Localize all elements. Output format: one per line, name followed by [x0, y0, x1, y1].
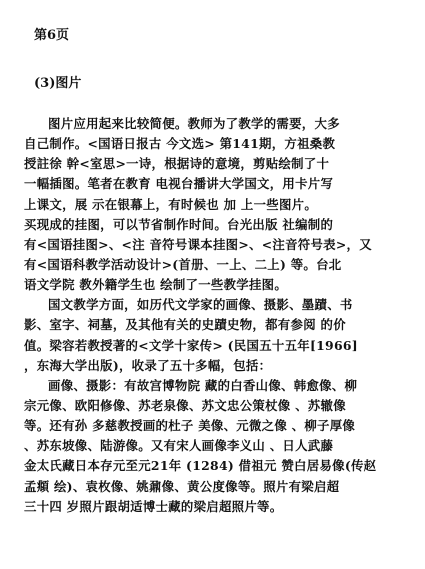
text-line: 有<国语科教学活动设计>(首册、一上、二上) 等。台北	[24, 256, 342, 272]
body-text	[24, 114, 406, 517]
section-heading: (3)图片	[34, 76, 82, 91]
text-line: 值。梁容若教授著的<文学十家传> (民国五十五年[1966]	[24, 337, 358, 353]
text-line: 宗元像、欧阳修像、苏老泉像、苏文忠公策杖像 、苏辙像	[24, 397, 346, 413]
text-line: 孟頫 绘)、袁枚像、姚鼐像、黄公度像等。照片有梁启超	[24, 478, 340, 494]
text-line: 买现成的挂图，可以节省制作时间。台光出版 社编制的	[24, 216, 334, 232]
text-line: 三十四 岁照片跟胡适博士藏的梁启超照片等。	[24, 498, 283, 514]
text-line: 有<国语挂图>、<注 音符号课本挂图>、<注音符号表>，又	[24, 236, 372, 252]
text-line: ，东海大学出版)，收录了五十多幅，包括：	[24, 357, 272, 373]
text-line: 画像、摄影：有故宫博物院 藏的白香山像、韩愈像、柳	[48, 377, 358, 393]
text-line: 影、室字、祠墓，及其他有关的史蹟史物，都有参阅 的价	[24, 317, 346, 333]
text-line: 语文学院 教外籍学生也 绘制了一些教学挂图。	[24, 277, 288, 293]
text-line: 图片应用起来比较简便。教师为了教学的需要，大多	[48, 116, 340, 131]
text-line: 授註徐 幹<室思>一诗，根据诗的意境，剪贴绘制了十	[24, 156, 330, 172]
text-line: 上课文，展 示在银幕上，有时候也 加 上一些图片。	[24, 196, 318, 212]
text-line: 一幅插图。笔者在教育 电视台播讲大学国文，用卡片写	[24, 176, 334, 192]
text-line: 金太氏藏日本存元至元21年 (1284) 借祖元 赞白居易像(传赵	[24, 458, 377, 474]
text-line: 等。还有孙 多慈教授画的杜子 美像、元微之像 、柳子厚像	[24, 418, 356, 434]
text-line: 自己制作。<国语日报古 今文选> 第141期，方祖桑教	[24, 136, 336, 152]
page-number: 第6页	[34, 28, 70, 43]
text-line: 、苏东坡像、陆游像。又有宋人画像李义山 、日人武藤	[24, 438, 334, 454]
text-line: 国文教学方面，如历代文学家的画像、摄影、墨蹟、书	[48, 297, 353, 313]
